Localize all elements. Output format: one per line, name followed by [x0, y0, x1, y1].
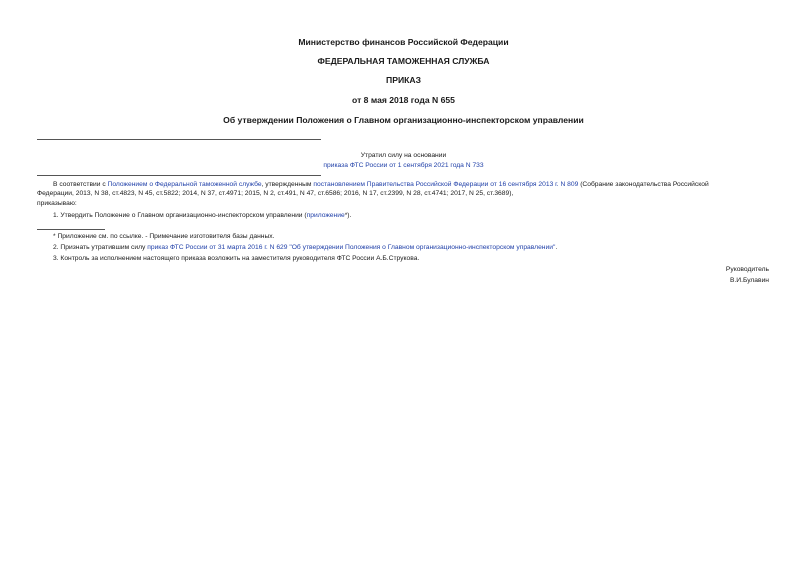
government-decree-link[interactable]: постановлением Правительства Российской Федерации от 16 сентября 2013 г. N 809 [313, 181, 579, 188]
ministry-heading: Министерство финансов Российской Федерации [298, 37, 509, 47]
doc-type-heading: ПРИКАЗ [386, 75, 421, 85]
item-1: 1. Утвердить Положение о Главном организационно-инспекторском управлении (приложение*). [53, 212, 352, 219]
service-heading: ФЕДЕРАЛЬНАЯ ТАМОЖЕННАЯ СЛУЖБА [317, 56, 490, 66]
preamble-line-2: Федерации, 2013, N 38, ст.4823, N 45, ст.5822; 2014, N 37, ст.4971; 2015, N 2, ст.491, N 47, ст.6586; 2016, N 17, ст.2399, N 28, ст.4741; 2017, N 25, ст.3689), [37, 190, 514, 197]
expired-order-link[interactable]: приказа ФТС России от 1 сентября 2021 года N 733 [323, 162, 484, 169]
expired-note: Утратил силу на основании [360, 152, 447, 159]
regulation-link[interactable]: Положением о Федеральной таможенной службе [107, 181, 262, 188]
footnote: * Приложение см. по ссылке. - Примечание изготовителя базы данных. [53, 233, 275, 240]
separator-line [37, 175, 321, 176]
separator-line [37, 139, 321, 140]
footnote-separator [37, 229, 105, 230]
signature-name: В.И.Булавин [729, 277, 769, 284]
item-2: 2. Признать утратившим силу приказ ФТС России от 31 марта 2016 г. N 629 "Об утверждении Положения о Главном организационно-инспекторском управлении". [53, 244, 558, 251]
appendix-link[interactable]: приложение [306, 212, 345, 219]
repealed-order-link[interactable]: приказ ФТС России от 31 марта 2016 г. N 629 "Об утверждении Положения о Главном организационно-инспекторском управлении" [147, 244, 556, 251]
signature-position: Руководитель [725, 266, 769, 273]
document-title: Об утверждении Положения о Главном организационно-инспекторском управлении [223, 115, 584, 125]
order-word: приказываю: [37, 200, 77, 207]
preamble-line-1: В соответствии с Положением о Федеральной таможенной службе, утвержденным постановлением Правительства Российской Федерации от 16 сентября 2013 г. N 809 (Собрание законодательства Российской [53, 181, 709, 188]
item-3: 3. Контроль за исполнением настоящего приказа возложить на заместителя руководителя ФТС России А.Б.Струкова. [53, 255, 420, 262]
date-number-heading: от 8 мая 2018 года N 655 [352, 95, 455, 105]
